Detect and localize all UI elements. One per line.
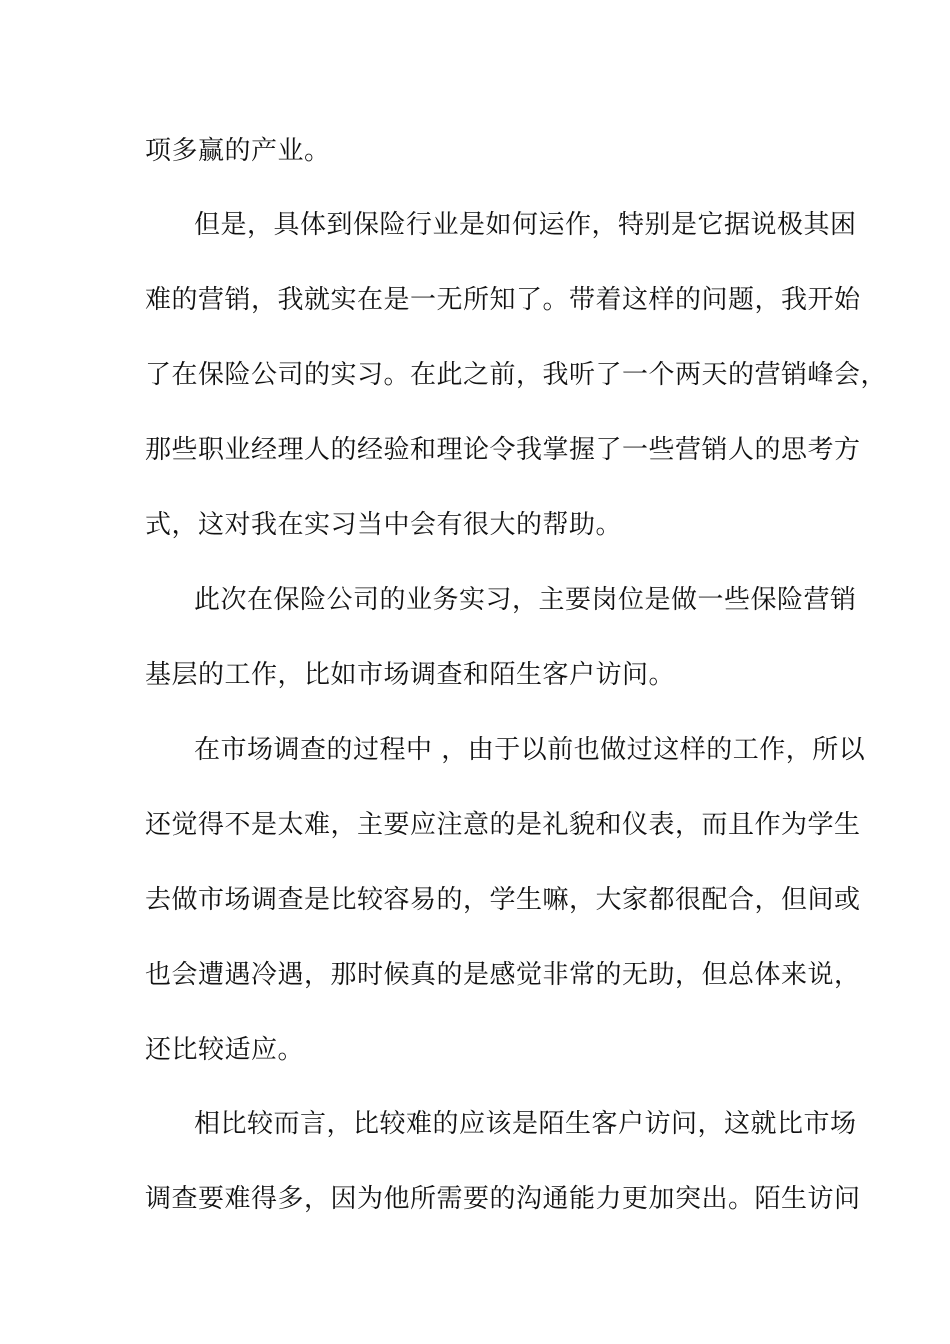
text-line: 基层的工作，比如市场调查和陌生客户访问。 [145, 660, 676, 690]
paragraph-start-line: 此次在保险公司的业务实习，主要岗位是做一些保险营销 [194, 585, 857, 615]
paragraph-start-line: 相比较而言，比较难的应该是陌生客户访问，这就比市场 [194, 1109, 857, 1139]
text-line: 那些职业经理人的经验和理论令我掌握了一些营销人的思考方 [145, 435, 861, 465]
paragraph-start-line: 在市场调查的过程中 ，由于以前也做过这样的工作，所以 [194, 735, 866, 765]
text-line: 调查要难得多，因为他所需要的沟通能力更加突出。陌生访问 [145, 1184, 861, 1214]
text-line: 式，这对我在实习当中会有很大的帮助。 [145, 510, 623, 540]
text-line: 还比较适应。 [145, 1035, 305, 1065]
text-line: 也会遭遇冷遇，那时候真的是感觉非常的无助，但总体来说， [145, 960, 861, 990]
text-line: 项多赢的产业。 [145, 136, 331, 166]
text-line: 难的营销，我就实在是一无所知了。带着这样的问题，我开始 [145, 285, 861, 315]
paragraph-start-line: 但是，具体到保险行业是如何运作，特别是它据说极其困 [194, 210, 857, 240]
text-line: 去做市场调查是比较容易的，学生嘛，大家都很配合，但间或 [145, 885, 861, 915]
text-line: 了在保险公司的实习。在此之前，我听了一个两天的营销峰会， [145, 360, 888, 390]
text-line: 还觉得不是太难，主要应注意的是礼貌和仪表，而且作为学生 [145, 810, 861, 840]
